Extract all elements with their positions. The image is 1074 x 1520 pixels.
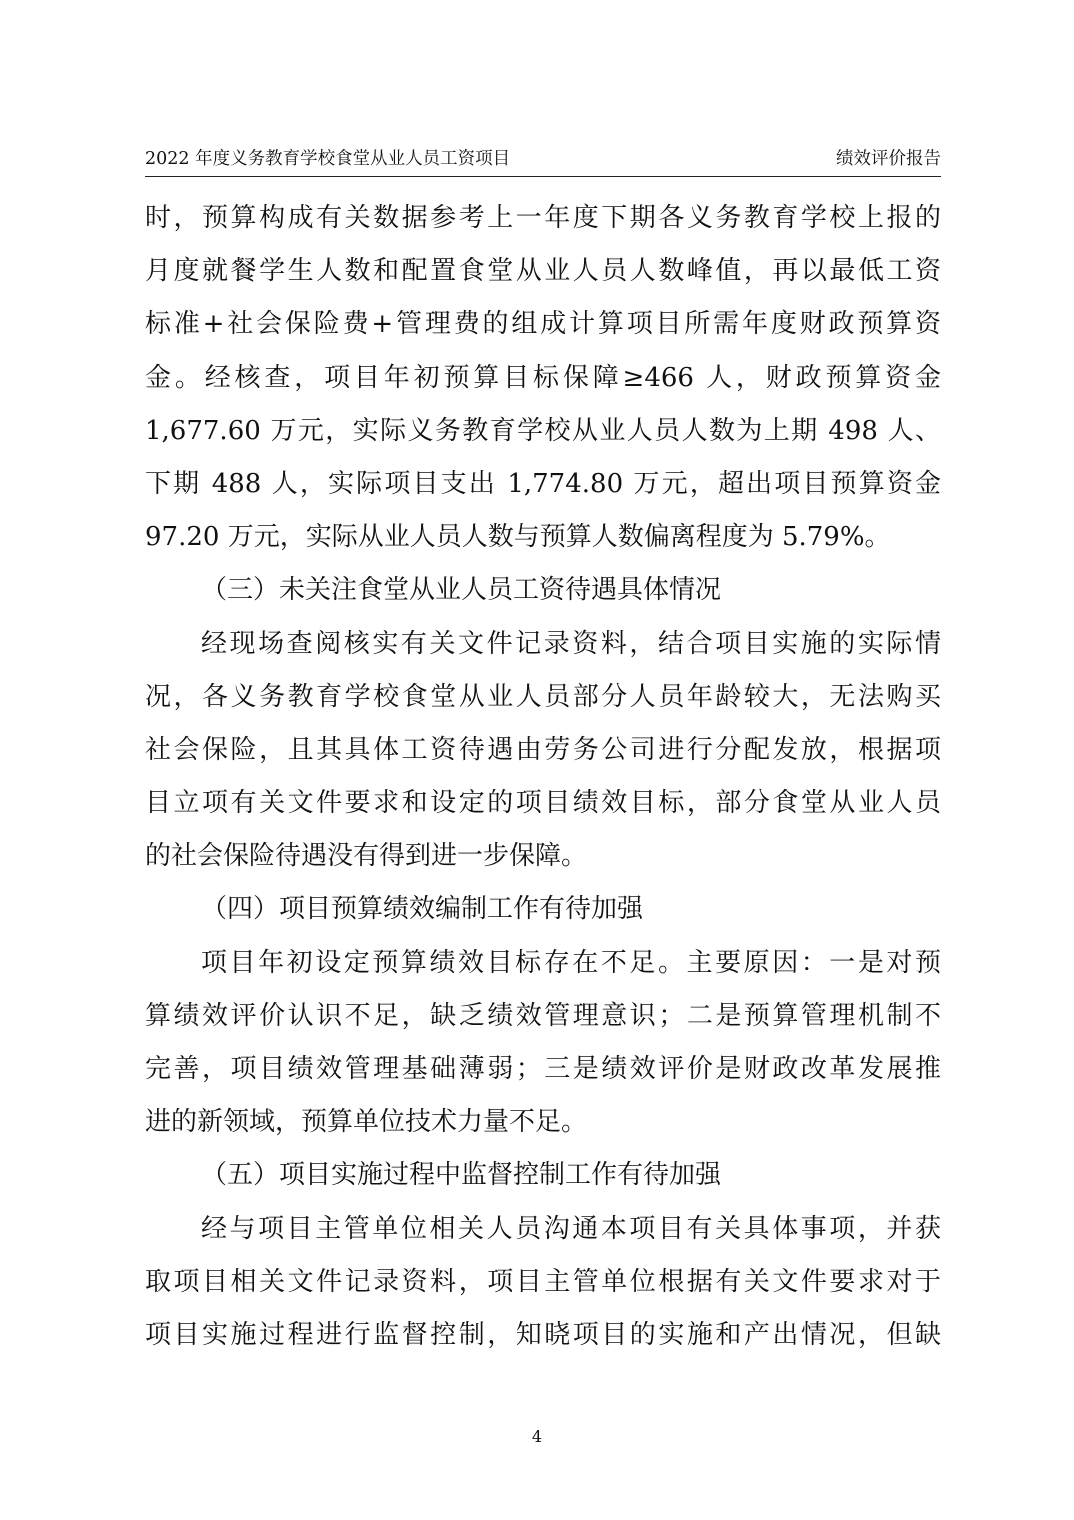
paragraph-line: 进的新领域，预算单位技术力量不足。: [145, 1107, 588, 1138]
paragraph-line: 况，各义务教育学校食堂从业人员部分人员年龄较大，无法购买: [145, 681, 941, 712]
paragraph-line: 金。经核查，项目年初预算目标保障≥466 人，财政预算资金: [145, 362, 941, 393]
body-text: [145, 192, 941, 1362]
paragraph-line: 目立项有关文件要求和设定的项目绩效目标，部分食堂从业人员: [145, 788, 941, 819]
paragraph-line: 时，预算构成有关数据参考上一年度下期各义务教育学校上报的: [145, 203, 941, 233]
paragraph-line: 标准+社会保险费+管理费的组成计算项目所需年度财政预算资: [145, 309, 941, 340]
paragraph-line: 下期 488 人，实际项目支出 1,774.80 万元，超出项目预算资金: [145, 468, 941, 499]
section-heading: （四）项目预算绩效编制工作有待加强: [201, 894, 644, 925]
paragraph-line: 算绩效评价认识不足，缺乏绩效管理意识；二是预算管理机制不: [145, 1000, 941, 1031]
paragraph-line: 经与项目主管单位相关人员沟通本项目有关具体事项，并获: [201, 1213, 941, 1244]
paragraph-line: 月度就餐学生人数和配置食堂从业人员人数峰值，再以最低工资: [145, 256, 941, 287]
paragraph-line: 项目实施过程进行监督控制，知晓项目的实施和产出情况，但缺: [145, 1319, 941, 1350]
page-number: 4: [531, 1427, 543, 1446]
paragraph-line: 1,677.60 万元，实际义务教育学校从业人员人数为上期 498 人、: [145, 415, 941, 446]
header-report-type: 绩效评价报告: [836, 149, 941, 169]
page-header: [145, 146, 941, 177]
section-heading: （五）项目实施过程中监督控制工作有待加强: [201, 1160, 722, 1191]
paragraph-line: 完善，项目绩效管理基础薄弱；三是绩效评价是财政改革发展推: [145, 1054, 941, 1084]
paragraph-line: 的社会保险待遇没有得到进一步保障。: [145, 841, 588, 872]
paragraph-line: 社会保险，且其具体工资待遇由劳务公司进行分配发放，根据项: [145, 734, 941, 765]
paragraph-line: 97.20 万元，实际从业人员人数与预算人数偏离程度为 5.79%。: [145, 522, 891, 553]
paragraph-line: 取项目相关文件记录资料，项目主管单位根据有关文件要求对于: [145, 1266, 941, 1297]
section-heading: （三）未关注食堂从业人员工资待遇具体情况: [201, 575, 722, 606]
paragraph-line: 项目年初设定预算绩效目标存在不足。主要原因：一是对预: [201, 947, 941, 978]
header-title: 2022 年度义务教育学校食堂从业人员工资项目: [145, 149, 511, 169]
paragraph-line: 经现场查阅核实有关文件记录资料，结合项目实施的实际情: [201, 628, 941, 659]
